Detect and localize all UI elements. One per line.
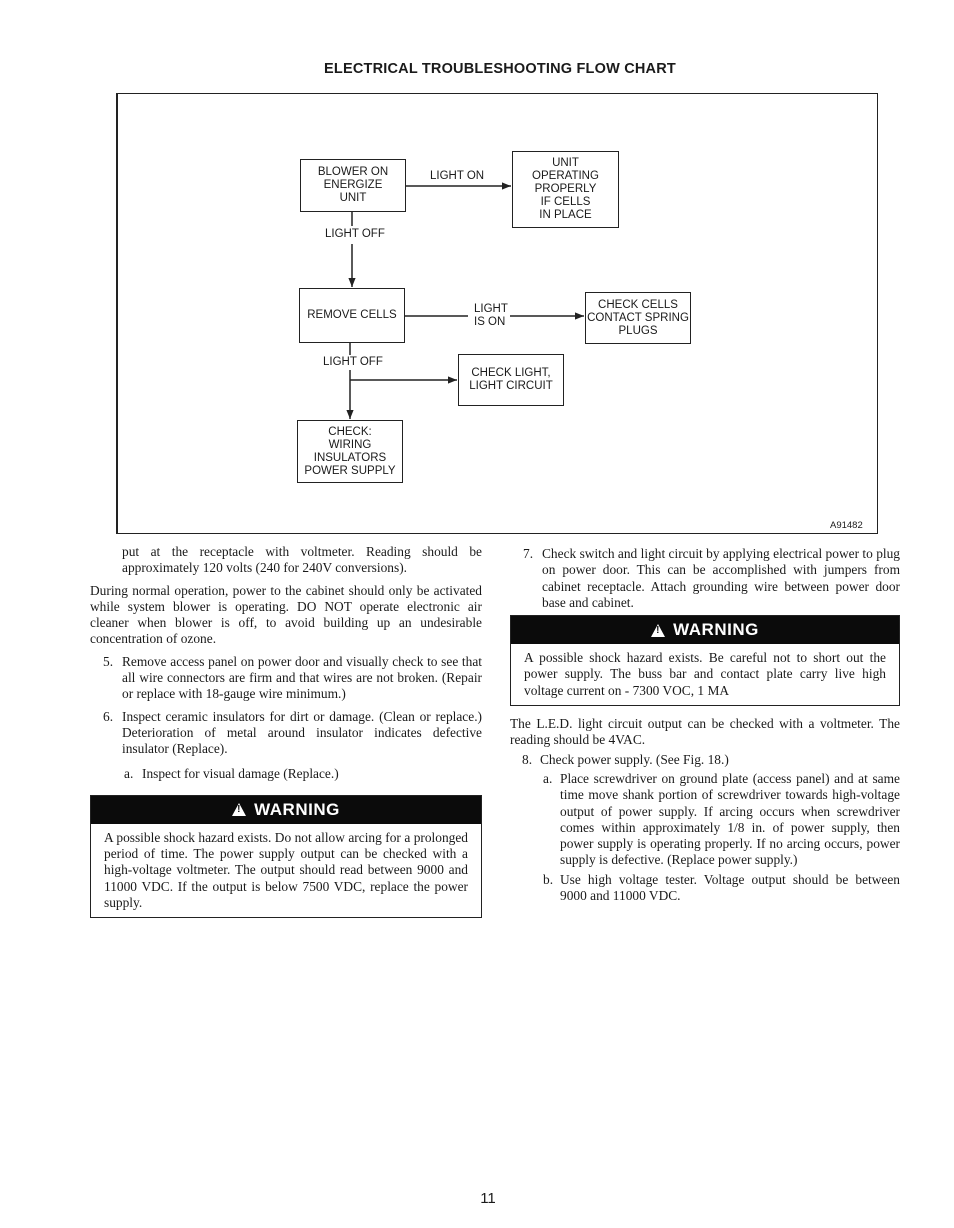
list-item-step-8b: b. Use high voltage tester. Voltage output should be between 9000 and 11000 VDC. (543, 871, 900, 904)
warning-text: A possible shock hazard exists. Be careful not to short out the power supply. The buss bar and contact plate carry live high voltage current on - 7300 VOC, 1 MA (524, 650, 886, 698)
warning-header: ! WARNING (91, 796, 481, 824)
normal-operation-paragraph: During normal operation, power to the cabinet should only be activated while system blower is operating. DO NOT operate electronic air cleaner when blower is off, to avoid building up an undesirable concentration of ozone. (90, 582, 482, 647)
warning-triangle-icon (651, 624, 665, 637)
page-number: 11 (480, 1190, 496, 1207)
figure-code: A91482 (830, 520, 863, 531)
flow-box-check-light: CHECK LIGHT, LIGHT CIRCUIT (458, 354, 564, 406)
warning-box-left (90, 795, 482, 918)
left-column (90, 544, 482, 918)
warning-header: ! WARNING (511, 616, 899, 644)
right-column (510, 546, 900, 904)
list-item-step-5: 5. Remove access panel on power door and visually check to see that all wire connectors are firm and that wires are not broken. (Repair or replace with 18-gauge wire minimum.) (103, 653, 482, 702)
warning-triangle-icon (232, 803, 246, 816)
list-item-step-8: 8. Check power supply. (See Fig. 18.) (522, 751, 729, 767)
flow-box-blower-on: BLOWER ON ENERGIZE UNIT (300, 159, 406, 212)
list-item-step-6a: a. Inspect for visual damage (Replace.) (124, 765, 339, 781)
flow-box-unit-operating: UNIT OPERATING PROPERLY IF CELLS IN PLACE (512, 151, 619, 228)
warning-text: A possible shock hazard exists. Do not allow arcing for a prolonged period of time. The power supply output can be checked with a high-voltage voltmeter. The output should read between 9000 and 11000 VDC. If the output is below 7500 VDC, replace the power supply. (104, 829, 468, 911)
intro-paragraph: put at the receptacle with voltmeter. Reading should be approximately 120 volts (240 for 240V conversions). (122, 544, 482, 576)
warning-box-right (510, 615, 900, 706)
page-title: ELECTRICAL TROUBLESHOOTING FLOW CHART (324, 61, 676, 77)
flow-box-check-cells: CHECK CELLS CONTACT SPRING PLUGS (585, 292, 691, 344)
flow-label-light-off-2: LIGHT OFF (323, 356, 383, 368)
flow-label-light-off-1: LIGHT OFF (325, 228, 385, 240)
list-item-step-7: 7. Check switch and light circuit by applying electrical power to plug on power door. This can be accomplished with jumpers from cabinet receptacle. Attach grounding wire between power door base and cabinet. (523, 546, 900, 610)
flow-box-check-wiring: CHECK: WIRING INSULATORS POWER SUPPLY (297, 420, 403, 483)
flow-box-remove-cells: REMOVE CELLS (299, 288, 405, 343)
flow-label-light-is-on: LIGHT IS ON (474, 303, 508, 328)
list-item-step-6: 6. Inspect ceramic insulators for dirt or damage. (Clean or replace.) Deterioration of metal around insulator indicates defective insulator (Replace). (103, 708, 482, 757)
flow-label-light-on: LIGHT ON (430, 170, 485, 182)
list-item-step-8a: a. Place screwdriver on ground plate (access panel) and at same time move shank portion of screwdriver towards high-voltage output of power supply. If arcing occurs when screwdriver comes within approximately 1/8 in. of power supply, then power supply is operating properly. If no arcing occurs, power supply is defective. (Replace power supply.) (543, 770, 900, 868)
led-paragraph: The L.E.D. light circuit output can be checked with a voltmeter. The reading should be 4VAC. (510, 716, 900, 748)
